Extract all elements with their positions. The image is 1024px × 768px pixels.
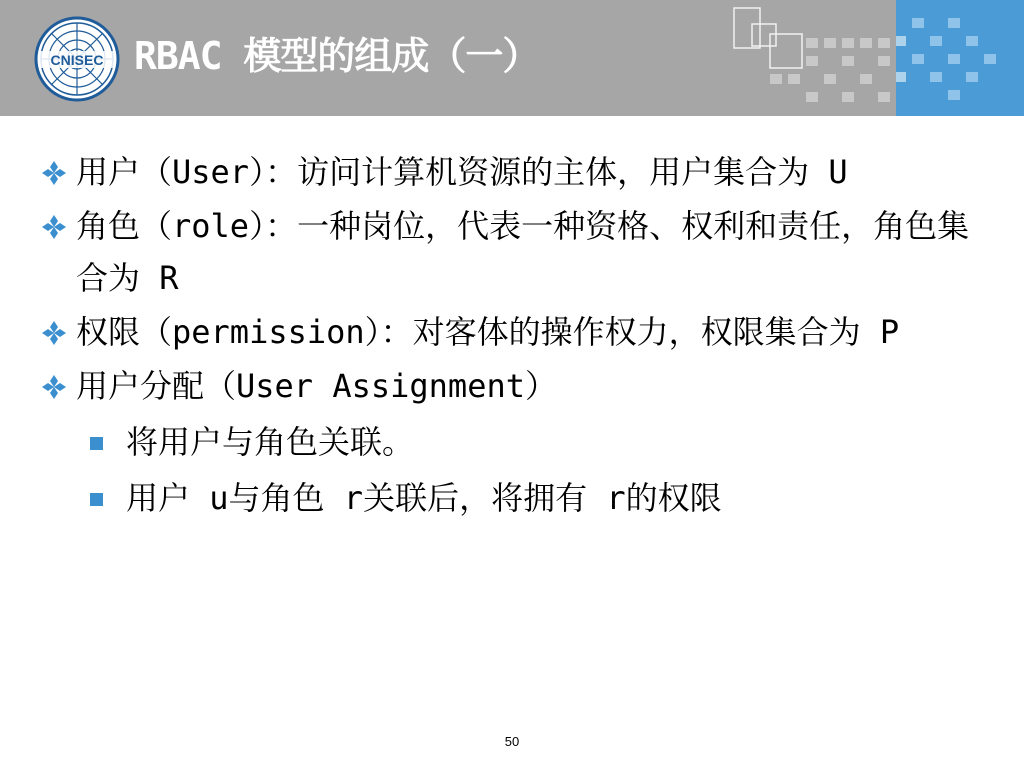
bullet-text: 用户分配（User Assignment） — [76, 367, 557, 405]
sub-list-item — [40, 470, 1000, 526]
square-bullet-icon — [90, 437, 103, 450]
bullet-text: 权限（permission）：对客体的操作权力，权限集合为 P — [76, 313, 900, 351]
sub-bullet-text: 用户 u与角色 r关联后，将拥有 r的权限 — [126, 479, 722, 517]
square-bullet-icon — [90, 493, 103, 506]
diamond-bullet-icon — [40, 319, 68, 347]
sub-bullet-text: 将用户与角色关联。 — [126, 423, 415, 461]
bullet-list — [40, 146, 1000, 526]
cnisec-logo-icon — [34, 16, 120, 102]
header-bar — [0, 0, 1024, 116]
page-title: RBAC 模型的组成（一） — [134, 34, 540, 78]
diamond-bullet-icon — [40, 373, 68, 401]
svg-text:CNISEC: CNISEC — [50, 52, 104, 68]
list-item — [40, 200, 1000, 304]
page-number: 50 — [504, 734, 520, 749]
diamond-bullet-icon — [40, 159, 68, 187]
list-item — [40, 306, 1000, 358]
sub-list-item — [40, 414, 1000, 470]
list-item — [40, 360, 1000, 412]
diamond-bullet-icon — [40, 213, 68, 241]
bullet-text: 用户（User）：访问计算机资源的主体，用户集合为 U — [76, 153, 848, 191]
bullet-text: 角色（role）：一种岗位，代表一种资格、权利和责任，角色集合为 R — [76, 207, 970, 297]
list-item — [40, 146, 1000, 198]
